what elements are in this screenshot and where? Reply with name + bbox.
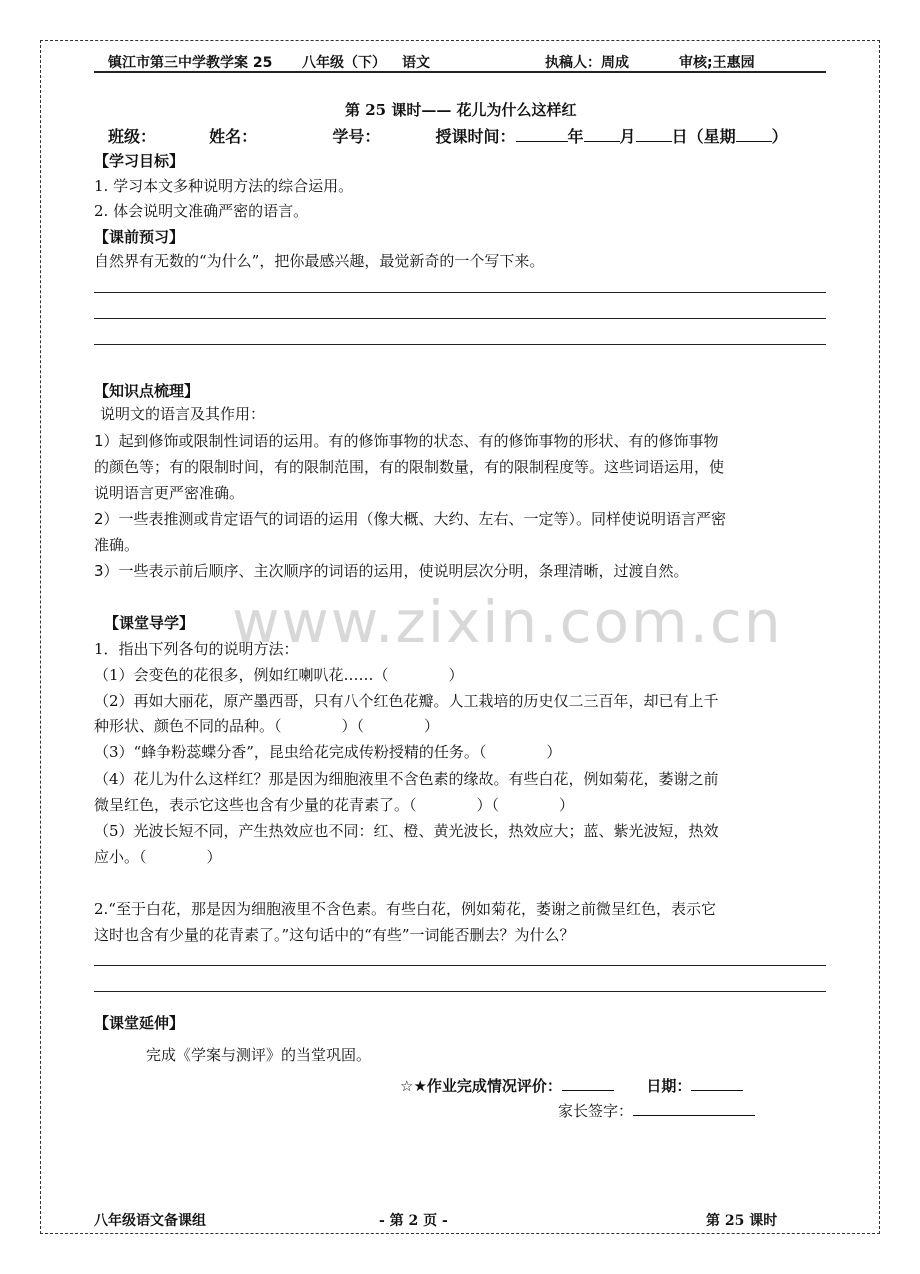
guide-item: （5）光波长短不同，产生热效应也不同：红、橙、黄光波长，热效应大；蓝、紫光波短，热效: [94, 822, 719, 840]
header-rule: [94, 71, 826, 73]
extend-task: 完成《学案与测评》的当堂巩固。: [146, 1046, 372, 1064]
watermark: www.zixin.com.cn: [232, 588, 783, 656]
answer-line[interactable]: [94, 344, 826, 345]
knowledge-line: 2）一些表推测或肯定语气的词语的运用（像大概、大约、左右、一定等）。同样使说明语言严密: [94, 510, 727, 528]
month-blank[interactable]: [584, 127, 620, 142]
guide-item: （4）花儿为什么这样红？那是因为细胞液里不含色素的缘故。有些白花，例如菊花，萎谢之前: [94, 770, 719, 788]
author-label: 执稿人：周成: [545, 55, 629, 71]
extend-heading: 【课堂延伸】: [94, 1014, 185, 1032]
subject-label: 语文: [402, 55, 430, 71]
school-title: 镇江市第三中学教学案 25: [108, 55, 273, 71]
time-label: 授课时间：: [435, 127, 516, 146]
name-label: 姓名：: [209, 127, 258, 146]
reviewer-label: 审核;王惠园: [679, 55, 755, 71]
lesson-title: 第 25 课时—— 花儿为什么这样红: [345, 101, 577, 119]
goal-item: 2. 体会说明文准确严密的语言。: [94, 202, 309, 220]
weekday-blank[interactable]: [736, 127, 772, 142]
goal-item: 1. 学习本文多种说明方法的综合运用。: [94, 177, 354, 195]
guide-item: 微呈红色，表示它这些也含有少量的花青素了。（ ）（ ）: [94, 796, 575, 814]
knowledge-line: 说明语言更严密准确。: [94, 484, 245, 502]
knowledge-line: 1）起到修饰或限制性词语的运用。有的修饰事物的状态、有的修饰事物的形状、有的修饰事物: [94, 432, 719, 450]
guide-question-2-cont: 这时也含有少量的花青素了。”这句话中的“有些”一词能否删去？为什么？: [94, 926, 575, 944]
knowledge-line: 准确。: [94, 536, 140, 554]
answer-line[interactable]: [94, 318, 826, 319]
footer-right: 第 25 课时: [706, 1213, 778, 1229]
evaluation-blank[interactable]: [562, 1076, 614, 1091]
guide-question-1: 1．指出下列各句的说明方法：: [94, 640, 299, 658]
knowledge-intro: 说明文的语言及其作用：: [100, 405, 266, 423]
knowledge-line: 3）一些表示前后顺序、主次顺序的词语的运用，使说明层次分明，条理清晰，过渡自然。: [94, 562, 689, 580]
number-label: 学号：: [332, 127, 381, 146]
day-blank[interactable]: [636, 127, 672, 142]
date-blank[interactable]: [691, 1076, 743, 1091]
preview-heading: 【课前预习】: [94, 228, 185, 246]
evaluation-label: ☆★作业完成情况评价：: [400, 1077, 562, 1095]
guide-item: 种形状、颜色不同的品种。（ ）（ ）: [94, 717, 440, 735]
answer-line[interactable]: [94, 292, 826, 293]
preview-prompt: 自然界有无数的“为什么”，把你最感兴趣，最觉新奇的一个写下来。: [94, 252, 545, 270]
day-label: 日（星期: [671, 127, 736, 146]
date-label: 日期：: [646, 1077, 692, 1095]
evaluation-row: [400, 1075, 743, 1096]
guide-item: （3）“蜂争粉蕊蝶分香”，昆虫给花完成传粉授精的任务。（ ）: [94, 743, 562, 761]
month-label: 月: [619, 127, 636, 146]
parent-signature-blank[interactable]: [633, 1101, 755, 1116]
parent-label: 家长签字：: [558, 1102, 634, 1120]
footer-left: 八年级语文备课组: [94, 1213, 206, 1229]
guide-item: （2）再如大丽花，原产墨西哥，只有八个红色花瓣。人工栽培的历史仅二三百年，却已有上千: [94, 692, 719, 710]
guide-item: 应小。（ ）: [94, 848, 222, 866]
parent-signature-row: [558, 1100, 755, 1121]
page-number: - 第 2 页 -: [379, 1213, 448, 1229]
class-label: 班级：: [108, 127, 157, 146]
goals-heading: 【学习目标】: [94, 152, 185, 170]
guide-question-2: 2.“至于白花，那是因为细胞液里不含色素。有些白花，例如菊花，萎谢之前微呈红色，表示它: [94, 900, 716, 918]
knowledge-heading: 【知识点梳理】: [94, 382, 200, 400]
answer-line[interactable]: [94, 965, 826, 966]
guide-heading: 【课堂导学】: [104, 614, 195, 632]
guide-item: （1）会变色的花很多，例如红喇叭花……（ ）: [94, 666, 464, 684]
year-blank[interactable]: [516, 127, 568, 142]
info-row: [108, 124, 788, 147]
knowledge-line: 的颜色等；有的限制时间，有的限制范围，有的限制数量，有的限制程度等。这些词语运用，使: [94, 458, 725, 476]
answer-line[interactable]: [94, 991, 826, 992]
year-label: 年: [567, 127, 584, 146]
close-paren: ）: [771, 127, 788, 146]
grade-label: 八年级（下）: [302, 55, 386, 71]
